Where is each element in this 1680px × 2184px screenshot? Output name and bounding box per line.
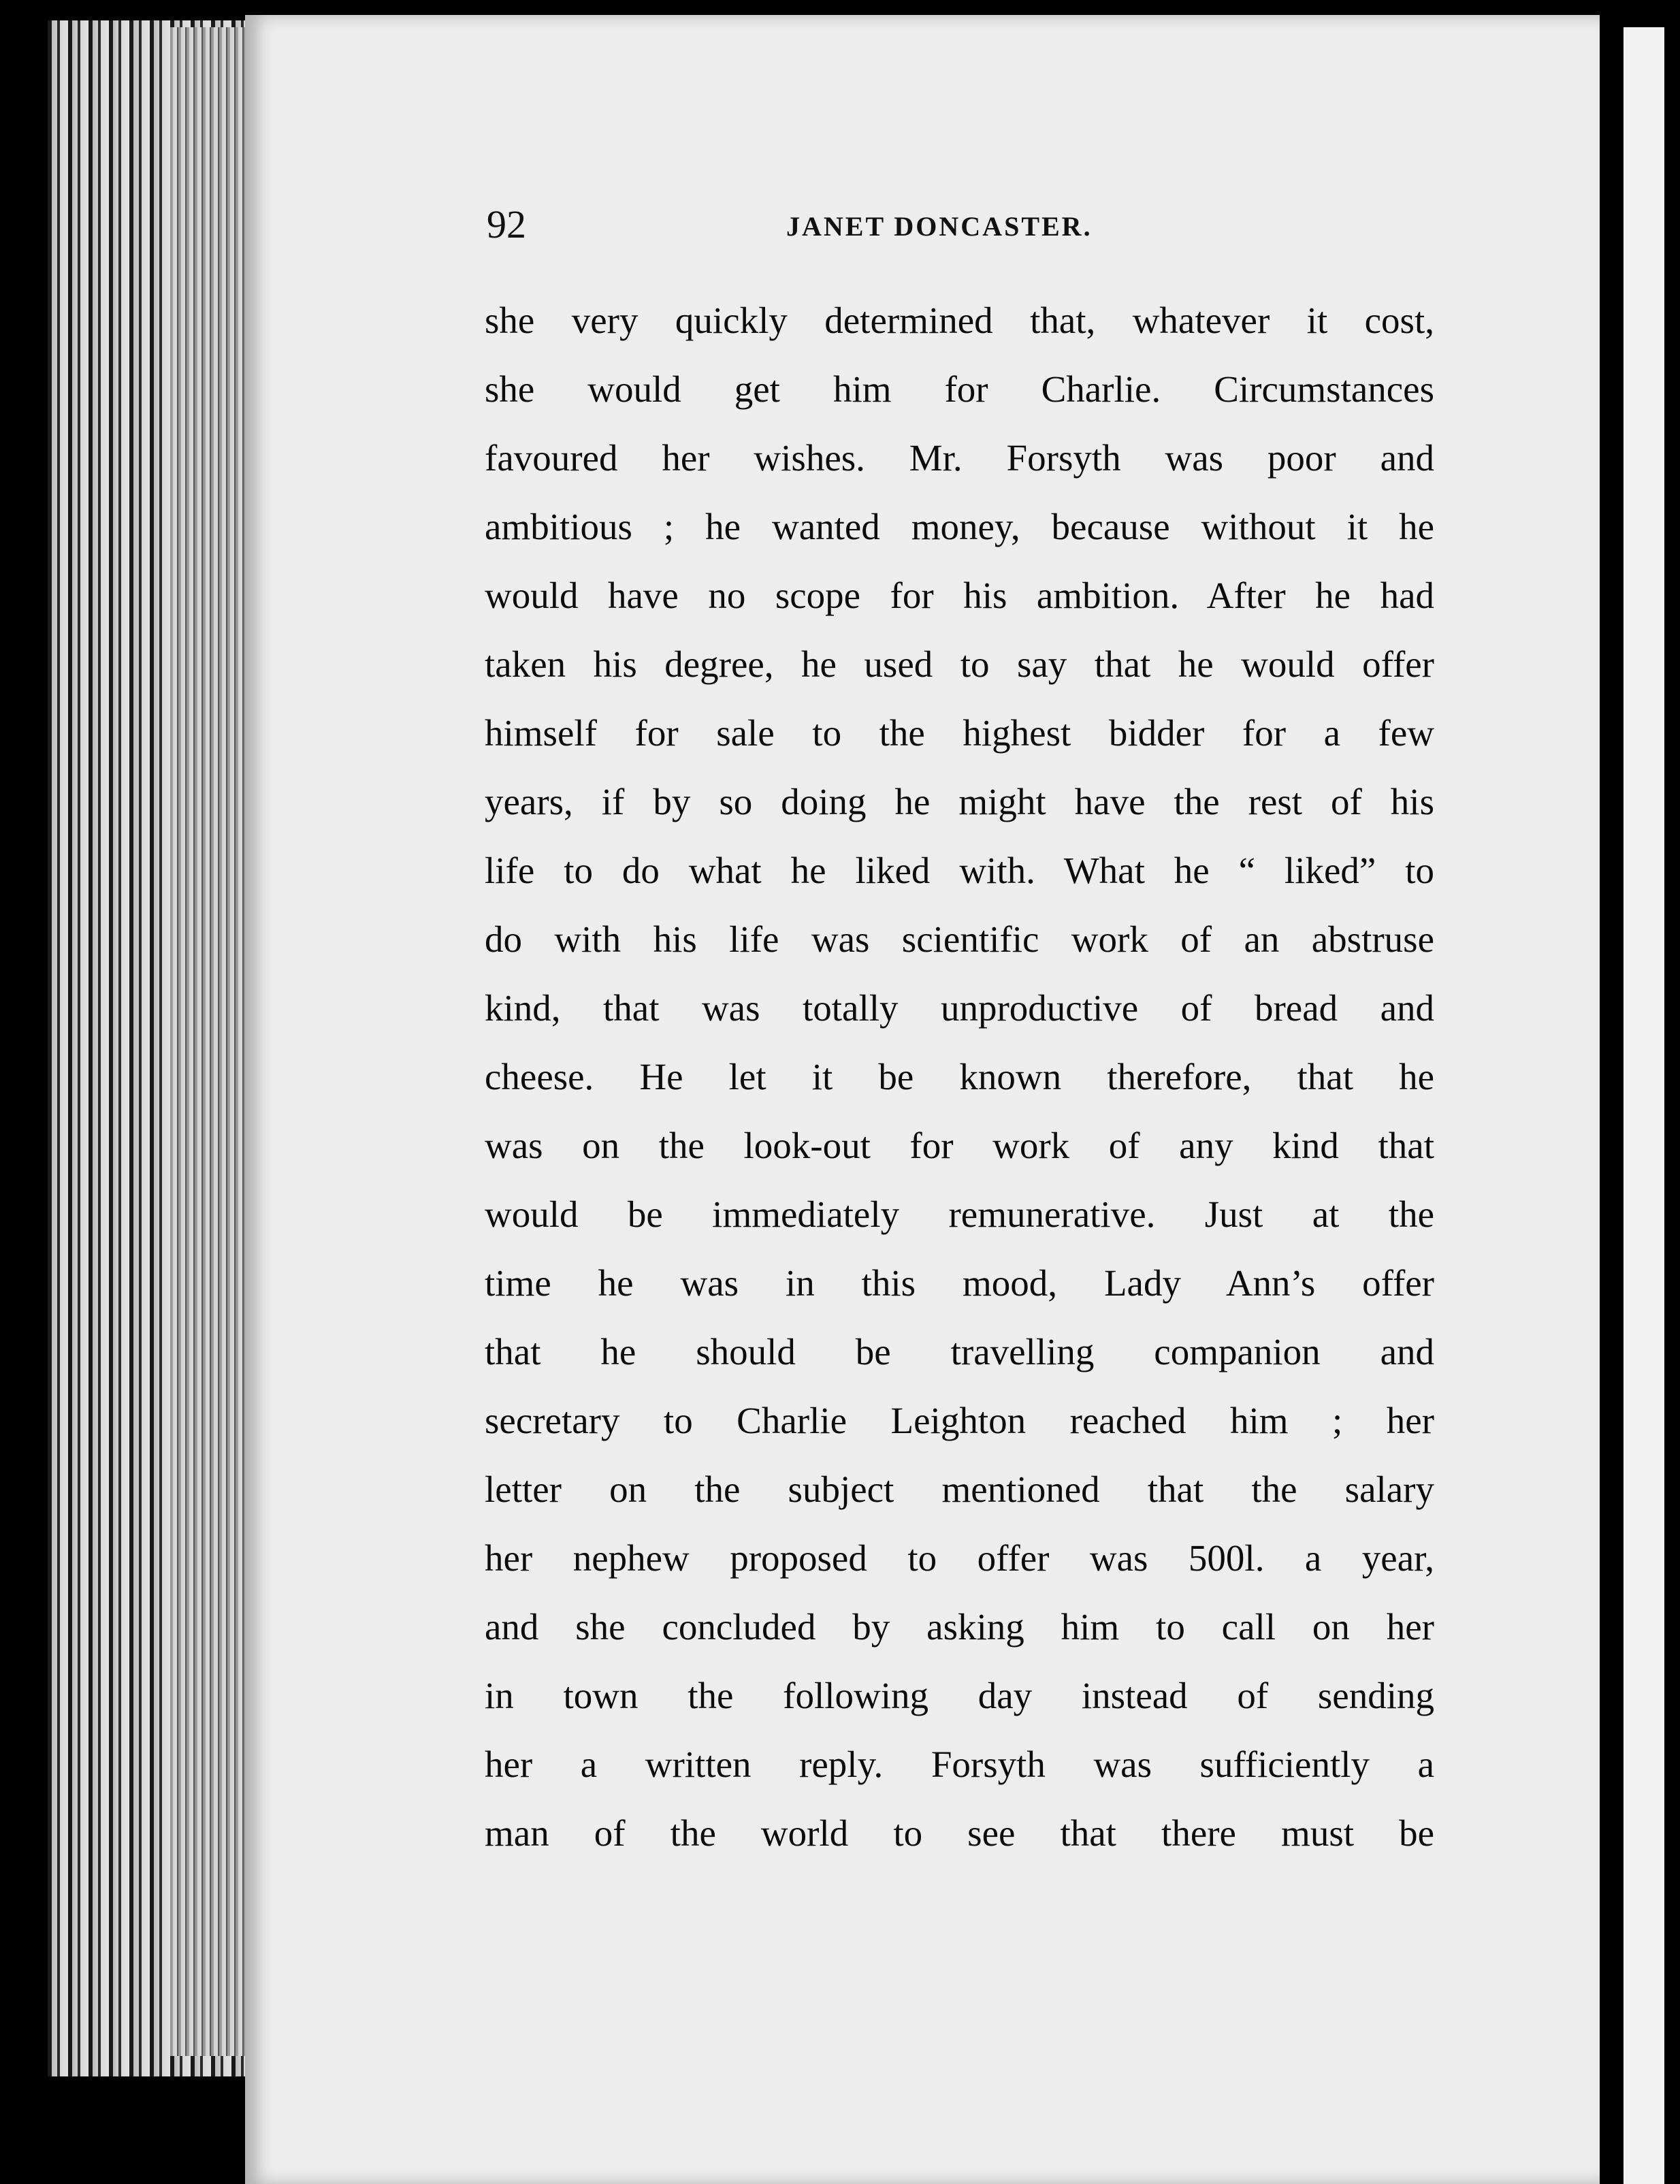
page-number: 92 [487, 202, 526, 246]
text-line: would have no scope for his ambition. After he had [485, 575, 1434, 616]
text-line: was on the look-out for work of any kind that [485, 1125, 1434, 1166]
text-line: life to do what he liked with. What he “ liked” to [485, 850, 1434, 891]
text-line: in town the following day instead of sending [485, 1675, 1434, 1716]
text-line: she would get him for Charlie. Circumstances [485, 368, 1434, 410]
text-line: and she concluded by asking him to call on her [485, 1606, 1434, 1648]
text-line: letter on the subject mentioned that the salary [485, 1468, 1434, 1510]
page-header [487, 197, 1440, 259]
text-line: secretary to Charlie Leighton reached him ; her [485, 1400, 1434, 1441]
text-line: cheese. He let it be known therefore, that he [485, 1056, 1434, 1097]
text-line: time he was in this mood, Lady Ann’s offer [485, 1262, 1434, 1304]
text-line: that he should be travelling companion and [485, 1331, 1434, 1372]
text-line: she very quickly determined that, whatever it cost, [485, 300, 1434, 341]
text-line: would be immediately remunerative. Just at the [485, 1193, 1434, 1235]
text-line: years, if by so doing he might have the rest of his [485, 781, 1434, 822]
text-line: kind, that was totally unproductive of bread and [485, 987, 1434, 1029]
text-line: do with his life was scientific work of an abstruse [485, 918, 1434, 960]
text-line: man of the world to see that there must be [485, 1812, 1434, 1854]
text-line: her nephew proposed to offer was 500l. a year, [485, 1537, 1434, 1579]
text-line: favoured her wishes. Mr. Forsyth was poor and [485, 437, 1434, 479]
facing-page-edge [1624, 27, 1664, 2184]
text-line: ambitious ; he wanted money, because without it he [485, 506, 1434, 547]
running-head: JANET DONCASTER. [786, 211, 1093, 242]
text-line: her a written reply. Forsyth was sufficiently a [485, 1744, 1434, 1785]
text-line: taken his degree, he used to say that he would offer [485, 643, 1434, 685]
text-line: himself for sale to the highest bidder for a few [485, 712, 1434, 754]
book-page-edges-inner [170, 27, 245, 2056]
body-text [485, 286, 1434, 1867]
